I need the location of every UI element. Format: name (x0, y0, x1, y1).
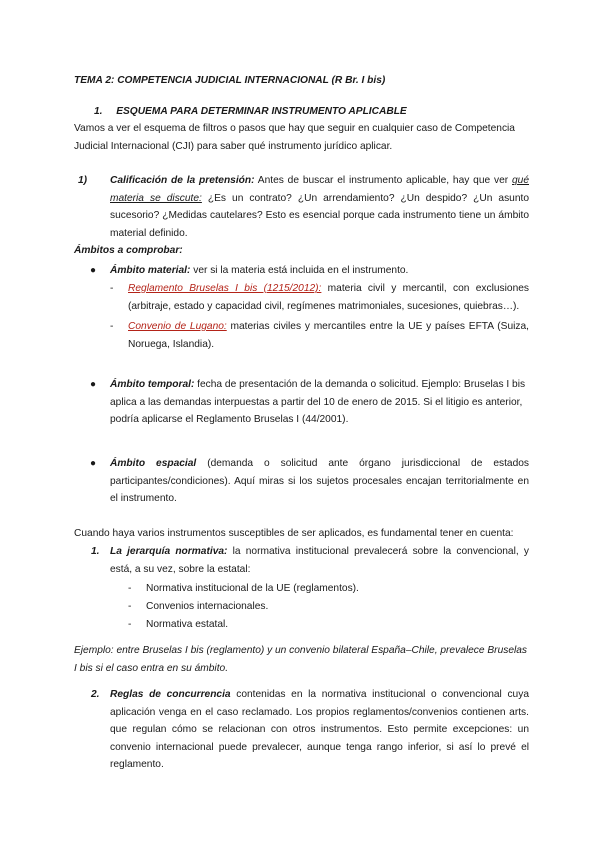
concurrencia-number: 2. (91, 689, 100, 700)
dash-icon: - (110, 321, 114, 332)
jerarquia-item: Convenios internacionales. (146, 601, 269, 612)
lugano-link[interactable]: Convenio de Lugano: (128, 321, 227, 332)
step-label: Calificación de la pretensión: (110, 175, 255, 186)
step-calificacion: Calificación de la pretensión: Antes de buscar el instrumento aplicable, hay que ver qué materia se discute: ¿Es un contrato? ¿Un arrendamiento? ¿Un despido? ¿Un asunto sucesorio? ¿Medidas cautelares? Esto es esencial porque cada instrumento tiene un ámbito material definido. (110, 175, 529, 239)
ejemplo-paragraph: Ejemplo: entre Bruselas I bis (reglamento) y un convenio bilateral España–Chile, prevalece Bruselas I bis si el caso entra en su ámbito. (74, 645, 528, 674)
bruselas-link[interactable]: Reglamento Bruselas I bis (1215/2012): (128, 283, 322, 294)
item-bruselas: Reglamento Bruselas I bis (1215/2012): materia civil y mercantil, con exclusiones (arbitraje, estado y capacidad civil, regímenes matrimoniales, sucesiones, quiebras…). (128, 283, 529, 312)
bullet-icon: ● (90, 379, 97, 390)
dash-icon: - (110, 283, 114, 294)
varios-intro: Cuando haya varios instrumentos susceptibles de ser aplicados, es fundamental tener en cuenta: (74, 528, 514, 539)
intro-paragraph: Vamos a ver el esquema de filtros o pasos que hay que seguir en cualquier caso de Competencia Judicial Internacional (CJI) para saber qué instrumento jurídico aplicar. (74, 123, 515, 152)
dash-icon: - (128, 619, 132, 630)
jerarquia-item: Normativa institucional de la UE (reglamentos). (146, 583, 359, 594)
dash-icon: - (128, 601, 132, 612)
materia-link[interactable]: qué materia se discute: (110, 175, 529, 204)
ambitos-heading: Ámbitos a comprobar: (74, 245, 183, 256)
jerarquia-number: 1. (91, 546, 100, 557)
ambito-material: Ámbito material: ver si la materia está incluida en el instrumento. (110, 265, 409, 276)
section-heading (94, 103, 514, 121)
ambito-espacial: Ámbito espacial (demanda o solicitud ante órgano jurisdiccional de estados participantes/condiciones). Aquí miras si los sujetos procesales encajan territorialmente en el instrumento. (110, 458, 529, 504)
section-heading-text: ESQUEMA PARA DETERMINAR INSTRUMENTO APLICABLE (116, 106, 407, 117)
section-number: 1. (94, 106, 103, 117)
jerarquia-item: Normativa estatal. (146, 619, 229, 630)
bullet-icon: ● (90, 458, 97, 469)
reglas-concurrencia: Reglas de concurrencia contenidas en la normativa institucional o convencional cuya aplicación venga en el caso reclamado. Los propios reglamentos/convenios contienen arts. que regulan cómo se relacionan con otros instrumentos. Esto permite excepciones: un convenio internacional puede prevalecer, aunque tenga rango inferior, si así lo prevé el reglamento. (110, 689, 529, 770)
dash-icon: - (128, 583, 132, 594)
jerarquia-normativa: La jerarquía normativa: la normativa institucional prevalecerá sobre la convencional, y está, a su vez, sobre la estatal: (110, 546, 529, 575)
document-title: TEMA 2: COMPETENCIA JUDICIAL INTERNACIONAL (R Br. I bis) (74, 75, 386, 86)
bullet-icon: ● (90, 265, 97, 276)
ambito-temporal: Ámbito temporal: fecha de presentación de la demanda o solicitud. Ejemplo: Bruselas I bis aplica a las demandas interpuestas a partir del 10 de enero de 2015. Si el litigio es anterior, podría aplicarse el Reglamento Bruselas I (44/2001). (110, 379, 526, 425)
item-lugano: Convenio de Lugano: materias civiles y mercantiles entre la UE y países EFTA (Suiza, Noruega, Islandia). (128, 321, 529, 350)
step-number: 1) (78, 175, 88, 186)
